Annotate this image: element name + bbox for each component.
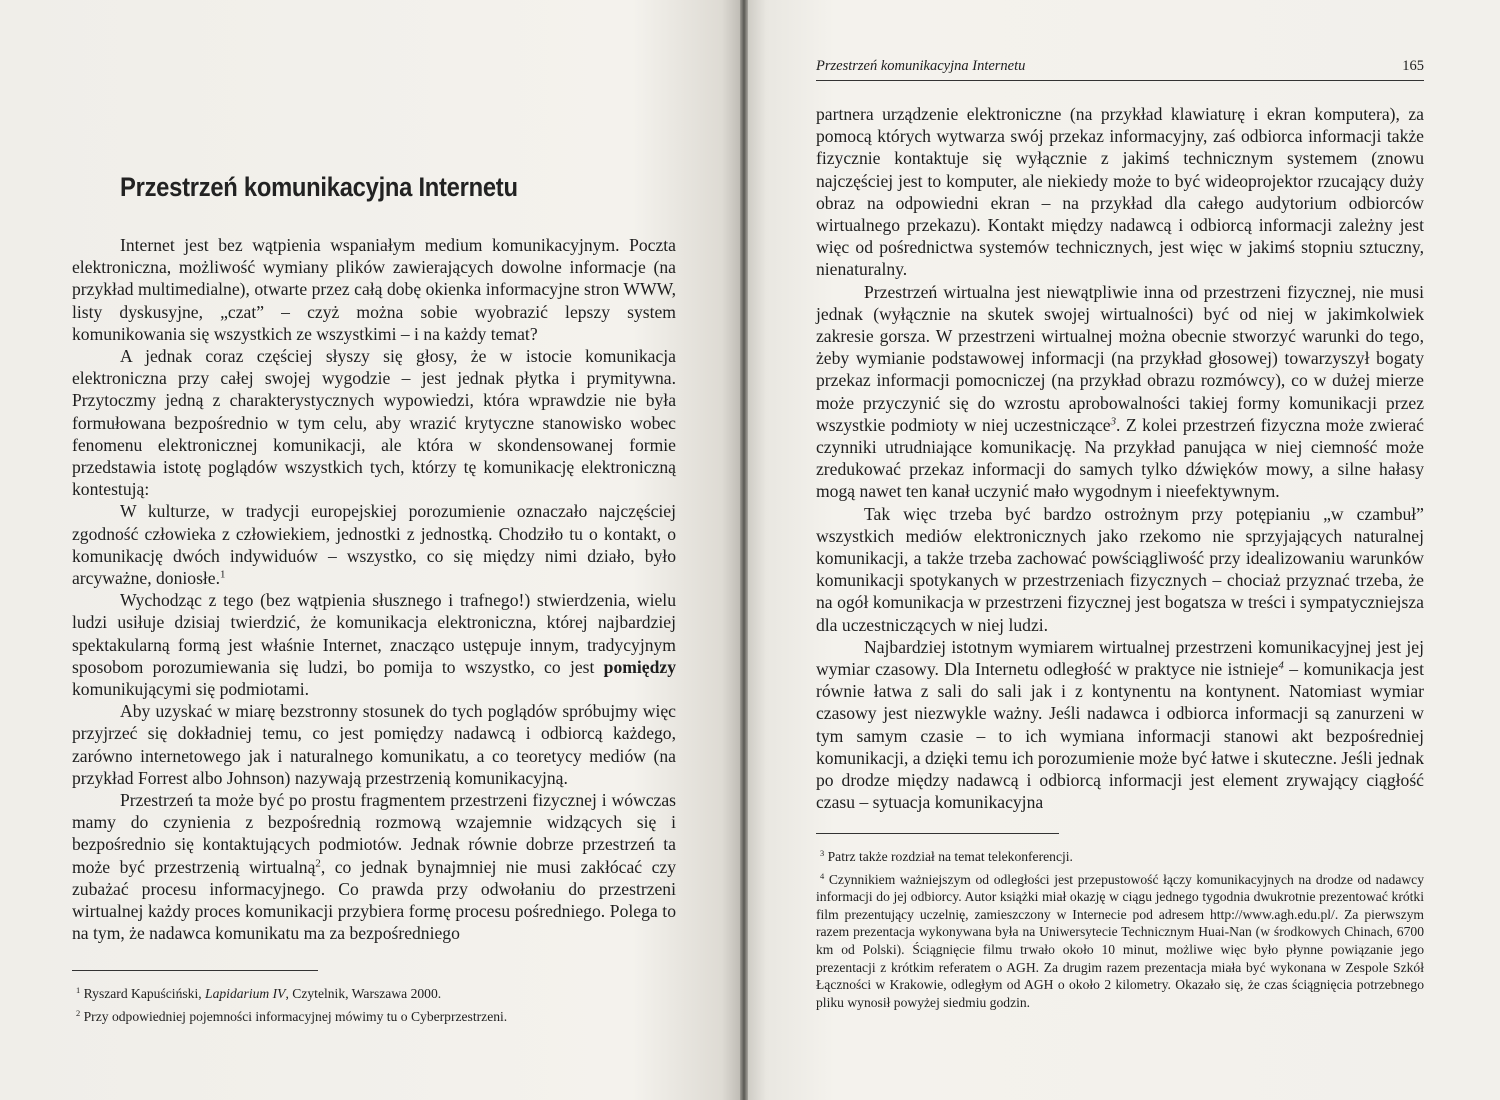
paragraph — [816, 281, 1424, 503]
paragraph-text: . Z kolei przestrzeń fizyczna może zwierać czynniki utrudniające komunikację. Na przykład panująca w niej ciemność może zredukować przekaz informacji do samych tylko dźwięków mowy, a silne hałasy mogą nawet ten kanał uczynić mało wygodnym i nieefektywnym. — [816, 414, 1424, 502]
footnote-ref[interactable]: 4 — [1278, 659, 1284, 672]
running-title: Przestrzeń komunikacyjna Internetu — [816, 58, 1026, 74]
right-body-text — [816, 103, 1424, 814]
footnote-text: Ryszard Kapuściński, — [83, 986, 206, 1001]
footnote-text: Przy odpowiedniej pojemności informacyjnej mówimy tu o Cyberprzestrzeni. — [83, 1008, 508, 1024]
footnote-number: 2 — [76, 1007, 81, 1018]
paragraph-text: – komunikacja jest równie łatwa z sali do sali jak i z kontynentu na kontynent. Natomiast wymiar czasowy jest niezwykle ważny. Jeśli nadawca i odbiorca informacji są zanurzeni w tym samym czasie – to ich wymiana informacji stanowi akt bezpośredniej komunikacji, a dzięki temu ich porozumienie może być łatwe i skuteczne. Jeśli jednak po drodze między nadawcą i odbiorcą informacji jest element zrywający ciągłość czasu – sytuacja komunikacyjna — [816, 659, 1425, 813]
running-header — [816, 56, 1424, 81]
left-body-text — [72, 234, 676, 945]
footnote-ref[interactable]: 1 — [220, 568, 226, 581]
footnote-number: 4 — [820, 870, 825, 881]
paragraph: Aby uzyskać w miarę bezstronny stosunek do tych poglądów spróbujmy więc przyjrzeć się dokładniej temu, co jest pomiędzy nadawcą i odbiorcą każdego, zarówno internetowego jak i naturalnego komunikatu, a co teoretycy mediów (na przykład Forrest albo Johnson) nazywają przestrzenią komunikacyjną. — [72, 701, 676, 788]
footnote-separator — [72, 970, 318, 971]
left-page — [0, 0, 744, 1100]
paragraph — [72, 589, 676, 700]
paragraph-text: Wychodząc z tego (bez wątpienia słusznego i trafnego!) stwierdzenia, wielu ludzi usiłuje dzisiaj twierdzić, że komunikacja elektroniczna, której najbardziej spektakularną formą jest właśnie Internet, znacząco ustępuje innym, tradycyjnym sposobom porozumiewania się ludzi, bo pomija to wszystko, co jest — [72, 590, 676, 677]
paragraph-continued: partnera urządzenie elektroniczne (na przykład klawiaturę i ekran komputera), za pomocą których wytwarza swój przekaz informacyjny, zaś odbiorca informacji także fizycznie kontaktuje się wyłącznie z jakimś technicznym systemem (znowu najczęściej jest to komputer, ale niekiedy może to być wideoprojektor rzucający duży obraz na odpowiedni ekran – na przykład dla całego audytorium odbiorców wirtualnego przekazu). Kontakt między nadawcą i odbiorcą informacji zależny jest więc od pośrednictwa systemów technicznych, jest więc w jakimś stopniu sztuczny, nienaturalny. — [816, 104, 1424, 280]
footnote-text: , Czytelnik, Warszawa 2000. — [285, 986, 442, 1001]
footnote-number: 1 — [76, 984, 81, 995]
emphasized-word: pomiędzy — [603, 656, 676, 677]
footnote — [72, 1008, 676, 1026]
paragraph: Internet jest bez wątpienia wspaniałym medium komunikacyjnym. Poczta elektroniczna, możliwość wymiany plików zawierających dowolne informacje (na przykład multimedialne), otwarte przez całą dobę okienka informacyjne stron WWW, listy dyskusyjne, „czat” – czyż można sobie wyobrazić lepszy system komunikowania się wszystkich ze wszystkimi – i na każdy temat? — [72, 235, 676, 344]
footnote-ref[interactable]: 3 — [1110, 415, 1117, 428]
footnote-text: Czynnikiem ważniejszym od odległości jest przepustowość łączy komunikacyjnych na drodze od nadawcy informacji do jej odbiorcy. Autor książki miał okazję w ciągu jednego tygodnia dwukrotnie prezentować krótki film prezentujący uczelnię, zamieszczony w Internecie pod adresem http://www.agh.edu.pl/. Za pierwszym razem prezentacja wykonywana była na Uniwersytecie Technicznym Huai-Nan (w środkowych Chinach, 6700 km od Polski). Ściągnięcie filmu trwało około 10 minut, możliwe więc było płynne powiązanie jego prezentacji z krótkim referatem o AGH. Za drugim razem prezentacja miała być wykonana w Zespole Szkół Łączności w Krakowie, odległym od AGH o około 2 kilometry. Okazało się, że czas ściągnięcia potrzebnego pliku wynosił powyżej siedmiu godzin. — [816, 871, 1424, 1010]
paragraph — [816, 636, 1424, 814]
paragraph: Tak więc trzeba być bardzo ostrożnym przy potępianiu „w czambuł” wszystkich mediów elektronicznych jako rzekomo nie sprzyjających naturalnej komunikacji, a także trzeba zachować powściągliwość przy idealizowaniu warunków komunikacji spotykanych w przestrzeniach fizycznych – chociaż przyznać trzeba, że na ogół komunikacja w przestrzeni fizycznej jest bogatsza w treści i sympatyczniejsza dla uczestniczących w niej ludzi. — [816, 503, 1424, 635]
right-text-column — [816, 103, 1424, 814]
paragraph-text: Przestrzeń wirtualna jest niewątpliwie inna od przestrzeni fizycznej, nie musi jednak (wyłącznie na skutek swojej wirtualności) być od niej w jakimkolwiek zakresie gorsza. W przestrzeni wirtualnej można obecnie stworzyć warunki do tego, żeby wymianie podstawowej informacji (na przykład głosowej) towarzyszył bogaty przekaz informacji pomocniczej (na przykład obrazu rozmówcy), co w dużej mierze może przyczynić się do wzrostu aprobowalności takiej formy komunikacji przez wszystkie podmioty w niej uczestniczące — [816, 281, 1424, 435]
paragraph-text: W kulturze, w tradycji europejskiej porozumienie oznaczało najczęściej zgodność człowieka z człowiekiem, jednostki z jednostką. Chodziło tu o kontakt, o komunikację dwóch indywiduów – wszystko, co się między nimi działo, było arcyważne, doniosłe. — [72, 501, 676, 589]
paragraph-text: Przestrzeń ta może być po prostu fragmentem przestrzeni fizycznej i wówczas mamy do czynienia z bezpośrednią rozmową wzajemnie widzących się i bezpośrednio się kontaktujących podmiotów. Jednak równie dobrze przestrzeń ta może być przestrzenią wirtualną — [72, 790, 676, 877]
paragraph-text: Najbardziej istotnym wymiarem wirtualnej przestrzeni komunikacyjnej jest jej wymiar czasowy. Dla Internetu odległość w praktyce nie istnieje — [816, 636, 1424, 680]
footnote — [816, 848, 1424, 866]
paragraph — [72, 500, 676, 589]
left-footnotes — [72, 985, 676, 1030]
paragraph-text: , co jednak bynajmniej nie musi zakłócać czy zubażać procesu informacyjnego. Co prawda przy odwołaniu do przestrzeni wirtualnej każdy proces komunikacji przybiera formę procesu pośredniego. Polega to na tym, że nadawca komunikatu ma za bezpośredniego — [72, 856, 677, 944]
footnote-text: Patrz także rozdział na temat telekonferencji. — [827, 849, 1073, 864]
paragraph-text: komunikującymi się podmiotami. — [72, 679, 310, 700]
book-gutter — [740, 0, 748, 1100]
paragraph: A jednak coraz częściej słyszy się głosy, że w istocie komunikacja elektroniczna przy całej swojej wygodzie – jest jednak płytka i prymitywna. Przytoczmy jedną z charakterystycznych wypowiedzi, która wprawdzie nie była formułowana bezpośrednio w tym celu, aby wrazić krytyczne stanowisko wobec fenomenu elektronicznej komunikacji, ale która w skondensowanej formie przedstawia istotę poglądów wszystkich tych, którzy tę komunikację elektroniczną kontestują: — [72, 346, 676, 500]
book-title: Lapidarium IV — [205, 986, 286, 1001]
right-footnotes — [816, 848, 1424, 1011]
paragraph — [72, 789, 676, 944]
chapter-title: Przestrzeń komunikacyjna Internetu — [120, 172, 518, 202]
footnote — [816, 871, 1424, 1012]
footnote-ref[interactable]: 2 — [315, 857, 321, 870]
page-number: 165 — [1402, 58, 1424, 74]
footnote-separator — [816, 833, 1059, 834]
footnote-number: 3 — [820, 847, 825, 858]
left-text-column — [72, 172, 676, 945]
footnote — [72, 985, 676, 1003]
